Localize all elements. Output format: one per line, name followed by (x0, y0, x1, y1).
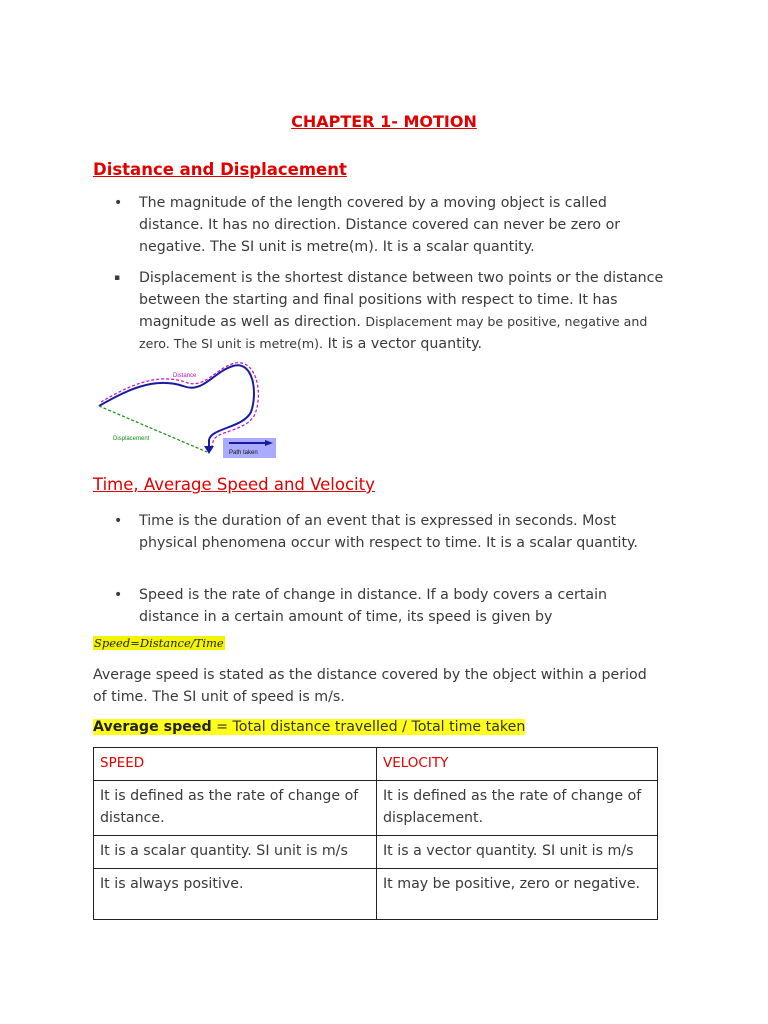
table-row (94, 781, 658, 836)
bullet-marker: • (114, 195, 123, 211)
speed-velocity-table (93, 747, 658, 920)
average-speed-formula (93, 716, 525, 738)
bullet-marker: • (114, 513, 123, 529)
path-end-arrow (204, 446, 214, 454)
chapter-title: CHAPTER 1- MOTION (291, 112, 477, 131)
average-speed-bold: Average speed (93, 719, 212, 735)
table-cell: It is a vector quantity. SI unit is m/s (377, 836, 658, 869)
table-header-row (94, 748, 658, 781)
distance-definition: The magnitude of the length covered by a moving object is called distance. It has no direction. Distance covered can never be zero or negative. The SI unit is metre(m). It is a scalar quantity. (139, 195, 621, 255)
speed-formula: Speed=Distance/Time (94, 636, 224, 650)
speed-definition: Speed is the rate of change in distance. If a body covers a certain distance in a certain amount of time, its speed is given by (139, 587, 608, 625)
bullet-marker: ▪ (114, 273, 121, 283)
average-speed-paragraph: Average speed is stated as the distance covered by the object within a period of time. The SI unit of speed is m/s. (93, 667, 647, 705)
table-row (94, 869, 658, 920)
displacement-label: Displacement (113, 436, 150, 442)
section-heading-time-speed: Time, Average Speed and Velocity (93, 475, 375, 494)
displacement-text-small: Displacement may be positive, negative and zero. The SI unit is metre(m). (139, 314, 648, 351)
table-cell: It is a scalar quantity. SI unit is m/s (94, 836, 377, 869)
table-cell: It is defined as the rate of change of displacement. (377, 781, 658, 836)
table-cell: It is always positive. (94, 869, 377, 920)
time-definition: Time is the duration of an event that is expressed in seconds. Most physical phenomena occur with respect to time. It is a scalar quantity. (139, 513, 638, 551)
table-cell: It may be positive, zero or negative. (377, 869, 658, 920)
displacement-dashed-line (99, 406, 207, 452)
legend-label: Path taken (229, 450, 258, 456)
average-speed-rest: = Total distance travelled / Total time taken (211, 719, 526, 735)
table-header-velocity: VELOCITY (377, 748, 658, 781)
table-header-speed: SPEED (94, 748, 377, 781)
displacement-text-tail: It is a vector quantity. (323, 336, 483, 352)
table-row (94, 836, 658, 869)
displacement-definition (139, 267, 671, 355)
distance-displacement-diagram (93, 362, 283, 462)
table-cell: It is defined as the rate of change of distance. (94, 781, 377, 836)
displacement-text-main: Displacement is the shortest distance between two points or the distance between the starting and final positions with respect to time. It has magnitude as well as direction. (139, 270, 664, 330)
distance-label: Distance (173, 373, 197, 379)
section-heading-distance: Distance and Displacement (93, 160, 347, 179)
bullet-marker: • (114, 587, 123, 603)
